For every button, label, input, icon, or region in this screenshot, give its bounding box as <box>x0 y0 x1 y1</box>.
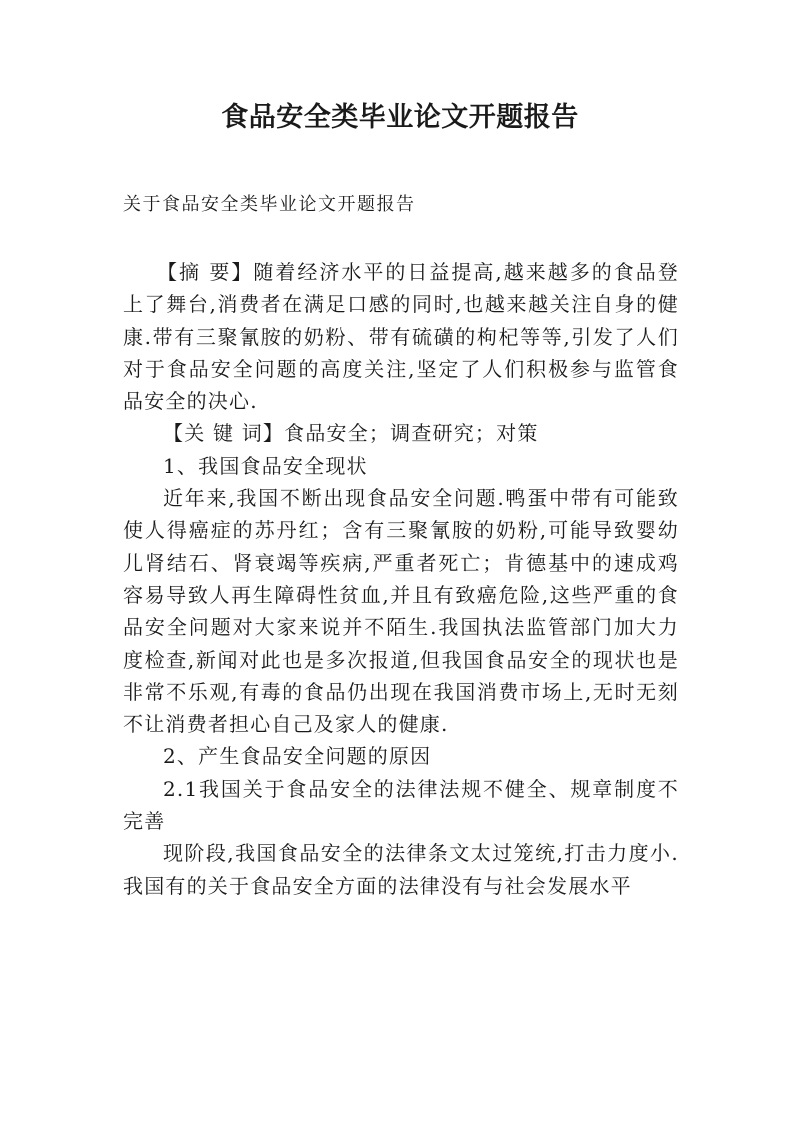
section-2-1-heading: 2.1我国关于食品安全的法律法规不健全、规章制度不完善 <box>123 776 679 834</box>
document-subtitle: 关于食品安全类毕业论文开题报告 <box>123 194 416 215</box>
section-2-heading: 2、产生食品安全问题的原因 <box>163 744 432 769</box>
document-body <box>123 256 679 902</box>
section-1-heading: 1、我国食品安全现状 <box>163 453 368 478</box>
section-1-paragraph: 近年来,我国不断出现食品安全问题.鸭蛋中带有可能致使人得癌症的苏丹红；含有三聚氰胺的奶粉,可能导致婴幼儿肾结石、肾衰竭等疾病,严重者死亡；肯德基中的速成鸡容易导致人再生障碍性贫血,并且有致癌危险,这些严重的食品安全问题对大家来说并不陌生.我国执法监管部门加大力度检查,新闻对此也是多次报道,但我国食品安全的现状也是非常不乐观,有毒的食品仍出现在我国消费市场上,无时无刻不让消费者担心自己及家人的健康. <box>123 486 679 737</box>
section-2-1-paragraph: 现阶段,我国食品安全的法律条文太过笼统,打击力度小.我国有的关于食品安全方面的法律没有与社会发展水平 <box>123 841 679 898</box>
keywords-line: 【关 键 词】食品安全；调查研究；对策 <box>163 421 539 446</box>
abstract-paragraph: 【摘 要】随着经济水平的日益提高,越来越多的食品登上了舞台,消费者在满足口感的同时,也越来越关注自身的健康.带有三聚氰胺的奶粉、带有硫磺的枸杞等等,引发了人们对于食品安全问题的高度关注,坚定了人们积极参与监管食品安全的决心. <box>123 260 679 414</box>
document-title: 食品安全类毕业论文开题报告 <box>221 102 579 133</box>
